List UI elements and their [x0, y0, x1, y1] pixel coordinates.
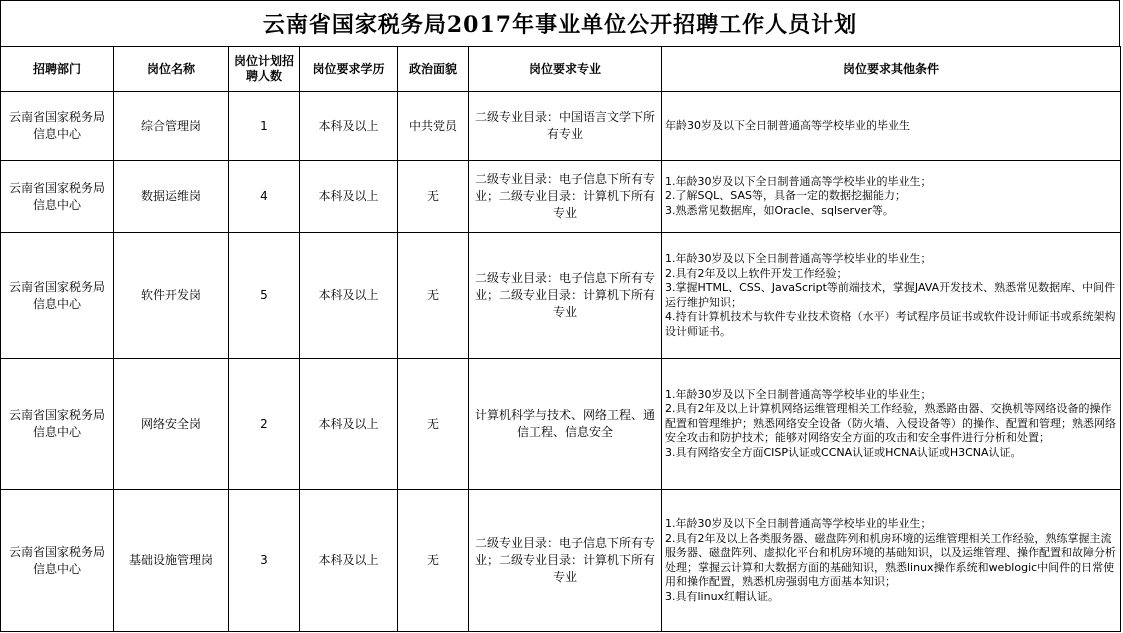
condition-line: 3.熟悉常见数据库，如Oracle、sqlserver等。	[665, 203, 894, 217]
header-row	[1, 47, 1121, 92]
header-politics: 政治面貌	[398, 47, 469, 92]
cell-post: 综合管理岗	[114, 92, 229, 161]
cell-count: 3	[229, 490, 300, 632]
cell-edu: 本科及以上	[300, 92, 398, 161]
header-count: 岗位计划招聘人数	[229, 47, 300, 92]
condition-line: 3.具有网络安全方面CISP认证或CCNA认证或HCNA认证或H3CNA认证。	[665, 445, 1022, 459]
header-post: 岗位名称	[114, 47, 229, 92]
table-row	[1, 92, 1121, 161]
table-title: 云南省国家税务局2017年事业单位公开招聘工作人员计划	[0, 0, 1120, 47]
cell-conditions	[662, 161, 1121, 233]
header-edu: 岗位要求学历	[300, 47, 398, 92]
cell-dept: 云南省国家税务局信息中心	[1, 92, 114, 161]
header-major: 岗位要求专业	[469, 47, 662, 92]
cell-edu: 本科及以上	[300, 490, 398, 632]
cell-politics: 无	[398, 161, 469, 233]
condition-line: 年龄30岁及以下全日制普通高等学校毕业的毕业生	[665, 118, 910, 132]
cell-politics: 无	[398, 359, 469, 490]
table-row	[1, 490, 1121, 632]
header-other: 岗位要求其他条件	[662, 47, 1121, 92]
condition-line: 4.持有计算机技术与软件专业技术资格（水平）考试程序员证书或软件设计师证书或系统架构设计师证书。	[665, 310, 1116, 338]
condition-line: 3.具有linux红帽认证。	[665, 589, 780, 603]
table-row	[1, 359, 1121, 490]
condition-line: 2.具有2年及以上各类服务器、磁盘阵列和机房环境的运维管理相关工作经验，熟练掌握主流服务器、磁盘阵列、虚拟化平台和机房环境的基础知识，以及运维管理、操作配置和故障分析处理；掌握云计算和大数据方面的基础知识，熟悉linux操作系统和weblogic中间件的日常使用和操作配置，熟悉机房强弱电方面基本知识；	[665, 531, 1116, 588]
cell-dept: 云南省国家税务局信息中心	[1, 233, 114, 359]
cell-post: 网络安全岗	[114, 359, 229, 490]
cell-conditions	[662, 233, 1121, 359]
cell-count: 5	[229, 233, 300, 359]
cell-politics: 中共党员	[398, 92, 469, 161]
cell-post: 基础设施管理岗	[114, 490, 229, 632]
table-row	[1, 161, 1121, 233]
cell-dept: 云南省国家税务局信息中心	[1, 359, 114, 490]
condition-line: 2.具有2年及以上软件开发工作经验；	[665, 266, 848, 280]
cell-major: 二级专业目录：电子信息下所有专业；二级专业目录：计算机下所有专业	[469, 490, 662, 632]
condition-line: 1.年龄30岁及以下全日制普通高等学校毕业的毕业生；	[665, 252, 932, 265]
cell-dept: 云南省国家税务局信息中心	[1, 490, 114, 632]
cell-edu: 本科及以上	[300, 359, 398, 490]
cell-conditions	[662, 490, 1121, 632]
header-dept: 招聘部门	[1, 47, 114, 92]
cell-count: 4	[229, 161, 300, 233]
condition-line: 2.了解SQL、SAS等，具备一定的数据挖掘能力；	[665, 189, 906, 203]
cell-post: 数据运维岗	[114, 161, 229, 233]
cell-politics: 无	[398, 233, 469, 359]
cell-major: 计算机科学与技术、网络工程、通信工程、信息安全	[469, 359, 662, 490]
condition-line: 1.年龄30岁及以下全日制普通高等学校毕业的毕业生；	[665, 174, 932, 188]
cell-count: 1	[229, 92, 300, 161]
condition-line: 1.年龄30岁及以下全日制普通高等学校毕业的毕业生；	[665, 517, 932, 530]
cell-conditions	[662, 92, 1121, 161]
condition-line: 1.年龄30岁及以下全日制普通高等学校毕业的毕业生；	[665, 387, 932, 401]
cell-edu: 本科及以上	[300, 233, 398, 359]
cell-conditions	[662, 359, 1121, 490]
cell-major: 二级专业目录：电子信息下所有专业；二级专业目录：计算机下所有专业	[469, 233, 662, 359]
table-row	[1, 233, 1121, 359]
cell-edu: 本科及以上	[300, 161, 398, 233]
condition-line: 2.具有2年及以上计算机网络运维管理相关工作经验，熟悉路由器、交换机等网络设备的操作配置和管理维护；熟悉网络安全设备（防火墙、入侵设备等）的操作、配置和管理；熟悉网络安全攻击和防护技术；能够对网络安全方面的攻击和安全事件进行分析和处置；	[665, 402, 1116, 445]
cell-politics: 无	[398, 490, 469, 632]
cell-major: 二级专业目录：中国语言文学下所有专业	[469, 92, 662, 161]
cell-count: 2	[229, 359, 300, 490]
cell-major: 二级专业目录：电子信息下所有专业；二级专业目录：计算机下所有专业	[469, 161, 662, 233]
recruitment-plan-table	[0, 46, 1121, 632]
condition-line: 3.掌握HTML、CSS、JavaScript等前端技术，掌握JAVA开发技术、熟悉常见数据库、中间件运行维护知识；	[665, 281, 1116, 309]
cell-post: 软件开发岗	[114, 233, 229, 359]
cell-dept: 云南省国家税务局信息中心	[1, 161, 114, 233]
